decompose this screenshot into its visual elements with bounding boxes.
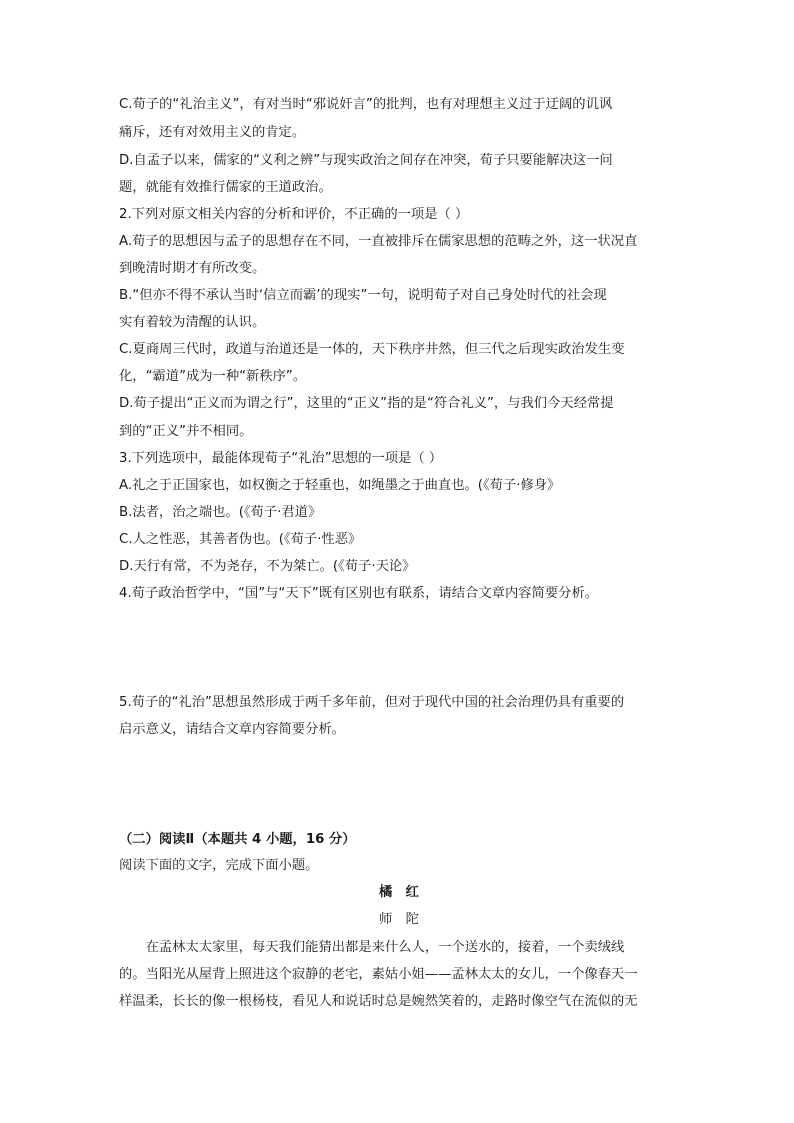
option-d-q2-line1: D.荀子提出“正义而为谓之行”，这里的“正义”指的是“符合礼义”，与我们今天经常提 [119,396,614,411]
option-d-q3: D.天行有常，不为尧存，不为桀亡。(《荀子·天论》 [119,559,416,574]
option-d-q2-line2: 到的“正义”并不相同。 [119,424,253,439]
option-b-q2-line2: 实有着较为清醒的认识。 [119,315,266,330]
question-5-line1: 5.荀子的“礼治”思想虽然形成于两千多年前，但对于现代中国的社会治理仍具有重要的 [119,695,625,710]
option-b-q3: B.法者，治之端也。(《荀子·君道》 [119,505,322,520]
question-5-line2: 启示意义，请结合文章内容简要分析。 [119,722,346,737]
option-c-q3: C.人之性恶，其善者伪也。(《荀子·性恶》 [119,532,362,547]
story-paragraph-line3: 样温柔，长长的像一根杨枝，看见人和说话时总是婉然笑着的，走路时像空气在流似的无 [119,994,638,1009]
option-a-q3: A.礼之于正国家也，如权衡之于轻重也，如绳墨之于曲直也。(《荀子·修身》 [119,478,561,493]
story-paragraph-line1: 在孟林太太家里，每天我们能猜出都是来什么人，一个送水的，接着，一个卖绒线 [119,940,625,955]
option-b-q2-line1: B.“但亦不得不承认当时‘信立而霸’的现实”一句，说明荀子对自己身处时代的社会现 [119,288,607,303]
section-heading: （二）阅读Ⅱ（本题共 4 小题，16 分） [119,832,356,847]
option-c-q2-line1: C.夏商周三代时，政道与治道还是一体的，天下秩序井然，但三代之后现实政治发生变 [119,342,625,357]
story-title: 橘 红 [379,885,419,900]
option-d-q1-line2: 题，就能有效推行儒家的王道政治。 [119,180,332,195]
option-c-q2-line2: 化，“霸道”成为一种“新秩序”。 [119,369,307,384]
story-author: 师 陀 [379,912,419,927]
question-4: 4.荀子政治哲学中，“国”与“天下”既有区别也有联系，请结合文章内容简要分析。 [119,586,599,601]
question-2: 2.下列对原文相关内容的分析和评价，不正确的一项是（ ） [119,207,469,222]
option-a-q2-line2: 到晚清时期才有所改变。 [119,261,266,276]
option-c-q1-line2: 痛斥，还有对效用主义的肯定。 [119,125,306,140]
reading-instruction: 阅读下面的文字，完成下面小题。 [119,858,319,873]
option-c-q1-line1: C.荀子的“礼治主义”，有对当时“邪说奸言”的批判，也有对理想主义过于迂阔的讥讽 [119,97,613,112]
story-paragraph-line2: 的。当阳光从屋背上照进这个寂静的老宅，素姑小姐——孟林太太的女儿，一个像春天一 [119,967,638,982]
question-3: 3.下列选项中，最能体现荀子“礼治”思想的一项是（ ） [119,451,443,466]
option-a-q2-line1: A.荀子的思想因与孟子的思想存在不同，一直被排斥在儒家思想的范畴之外，这一状况直 [119,234,638,249]
option-d-q1-line1: D.自孟子以来，儒家的“义利之辨”与现实政治之间存在冲突，荀子只要能解决这一问 [119,153,613,168]
